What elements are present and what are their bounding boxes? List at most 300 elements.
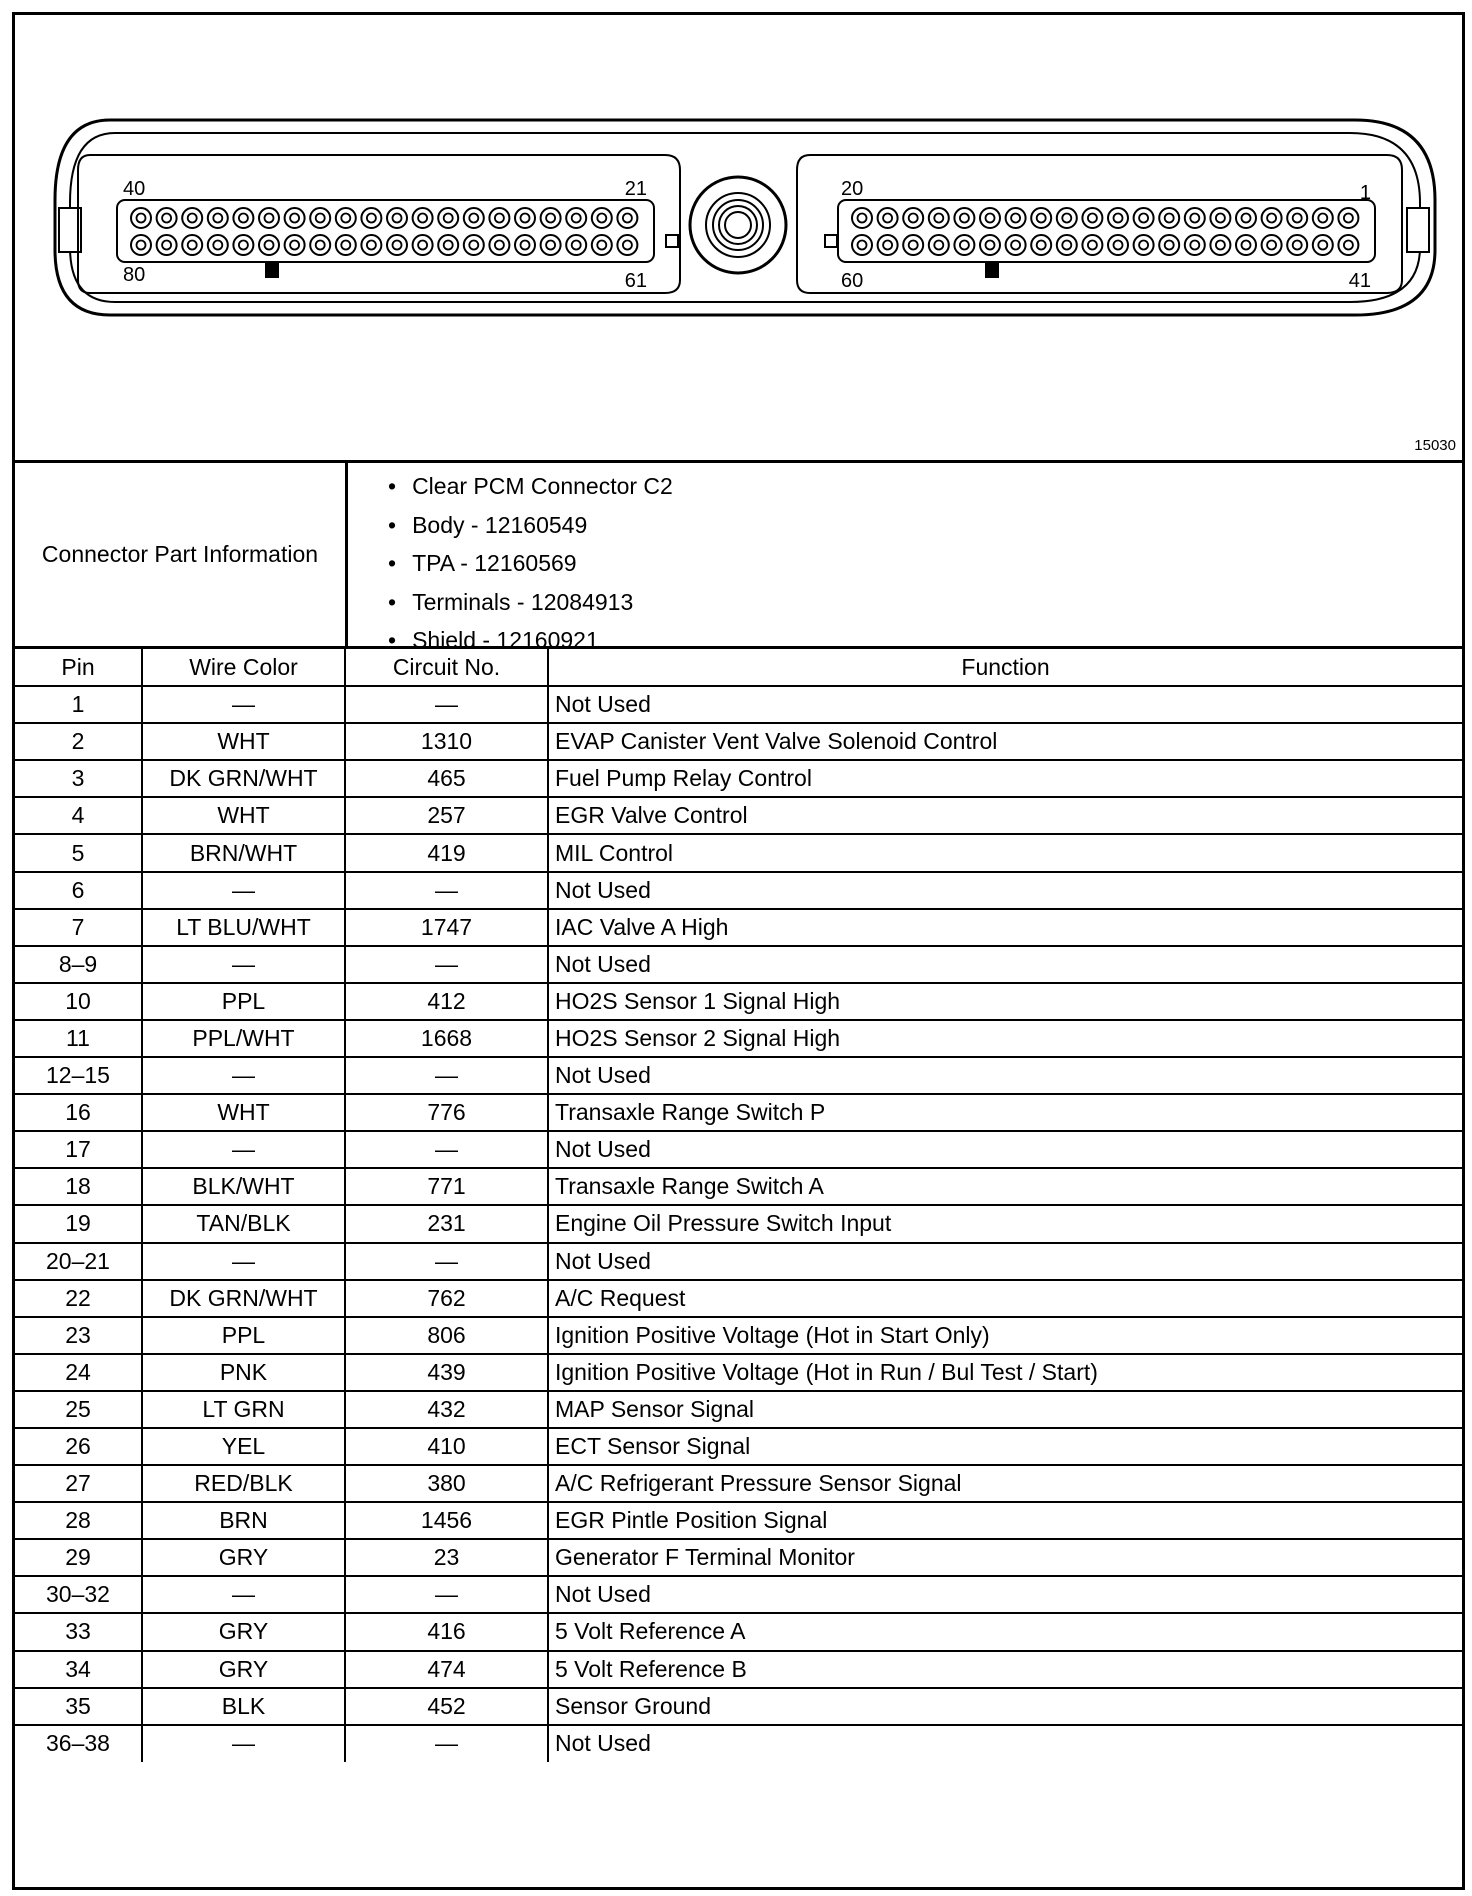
pin-terminal [521,241,530,250]
function-cell: Not Used [548,1725,1462,1762]
pin-cavity [361,235,381,255]
connector-info-item: • Clear PCM Connector C2 [388,467,673,506]
connector-info-label: Connector Part Information [15,463,348,646]
function-cell: MAP Sensor Signal [548,1391,1462,1428]
pin-cavity [1057,208,1077,228]
pin-cell: 23 [15,1317,142,1354]
pin-cell: 4 [15,797,142,834]
function-cell: HO2S Sensor 2 Signal High [548,1020,1462,1057]
pin-terminal [858,241,867,250]
wire-color-cell: GRY [142,1613,345,1650]
pin-cavity [1159,208,1179,228]
function-cell: Generator F Terminal Monitor [548,1539,1462,1576]
pin-terminal [495,241,504,250]
pin-cavity [1082,235,1102,255]
circuit-cell: — [345,872,548,909]
pin-cell: 16 [15,1094,142,1131]
function-cell: ECT Sensor Signal [548,1428,1462,1465]
wire-color-cell: DK GRN/WHT [142,760,345,797]
circuit-cell: — [345,1243,548,1280]
pin-terminal [883,241,892,250]
pin-cavity [413,208,433,228]
pin-cavity [233,208,253,228]
function-cell: A/C Refrigerant Pressure Sensor Signal [548,1465,1462,1502]
pin-cavity [310,235,330,255]
table-row [15,1651,1462,1688]
pin-cavity [852,235,872,255]
pin-cavity [617,208,637,228]
pin-terminal [1293,241,1302,250]
pin-terminal [188,214,197,223]
function-cell: Transaxle Range Switch P [548,1094,1462,1131]
pin-terminal [623,214,632,223]
pin-cavity [1313,208,1333,228]
pin-cell: 30–32 [15,1576,142,1613]
pin-cell: 6 [15,872,142,909]
wire-color-cell: YEL [142,1428,345,1465]
pin-terminal [1139,241,1148,250]
pinout-table [15,649,1462,1762]
circuit-cell: 23 [345,1539,548,1576]
pin-cavity [1082,208,1102,228]
pin-terminal [290,214,299,223]
table-row [15,983,1462,1020]
pin-cell: 7 [15,909,142,946]
pin-cavity [852,208,872,228]
pin-cell: 12–15 [15,1057,142,1094]
pin-cavity [903,235,923,255]
pin-terminal [934,241,943,250]
table-row [15,1576,1462,1613]
function-cell: Engine Oil Pressure Switch Input [548,1205,1462,1242]
pin-cavity [131,235,151,255]
wire-color-cell: — [142,1131,345,1168]
pin-terminal [418,214,427,223]
wire-color-cell: — [142,1243,345,1280]
pin-cavity [413,235,433,255]
circuit-cell: 465 [345,760,548,797]
pin-terminal [1114,241,1123,250]
pin-cell: 22 [15,1280,142,1317]
function-cell: Fuel Pump Relay Control [548,760,1462,797]
pin-terminal [265,241,274,250]
pin-terminal [909,214,918,223]
circuit-cell: 1310 [345,723,548,760]
pin-terminal [1114,214,1123,223]
wire-color-cell: — [142,686,345,723]
function-cell: Not Used [548,1057,1462,1094]
circuit-cell: 380 [345,1465,548,1502]
circuit-cell: 231 [345,1205,548,1242]
wire-color-cell: BLK/WHT [142,1168,345,1205]
pin-terminal [572,214,581,223]
pin-cavity [878,235,898,255]
pin-terminal [546,214,555,223]
pin-terminal [1267,214,1276,223]
pin-cavity [903,208,923,228]
pin-terminal [1088,214,1097,223]
pin-cavity [336,208,356,228]
pin-cell: 24 [15,1354,142,1391]
pin-terminal [1267,241,1276,250]
wire-color-cell: BRN [142,1502,345,1539]
table-row [15,1688,1462,1725]
label-40: 40 [123,178,146,200]
pin-cavity [1236,208,1256,228]
header-circuit-no: Circuit No. [345,649,548,686]
header-wire-color: Wire Color [142,649,345,686]
pin-cavity [1031,208,1051,228]
pin-terminal [265,214,274,223]
pin-terminal [572,241,581,250]
pin-cavity [541,235,561,255]
circuit-cell: — [345,1057,548,1094]
pin-terminal [597,214,606,223]
circuit-cell: 439 [345,1354,548,1391]
pin-cavity [208,235,228,255]
function-cell: Not Used [548,946,1462,983]
function-cell: Ignition Positive Voltage (Hot in Start Only) [548,1317,1462,1354]
pin-cavity [387,208,407,228]
right-latch [1407,208,1429,252]
table-row [15,909,1462,946]
wire-color-cell: WHT [142,723,345,760]
pin-terminal [162,214,171,223]
pin-terminal [213,214,222,223]
pin-cell: 20–21 [15,1243,142,1280]
pin-cavity [208,208,228,228]
pin-cavity [1057,235,1077,255]
pin-cavity [1134,208,1154,228]
table-body [15,686,1462,1762]
pin-terminal [341,241,350,250]
pin-terminal [495,214,504,223]
circuit-cell: 410 [345,1428,548,1465]
circuit-cell: — [345,1131,548,1168]
pin-cavity [1031,235,1051,255]
circuit-cell: 416 [345,1613,548,1650]
function-cell: Not Used [548,1576,1462,1613]
header-function: Function [548,649,1462,686]
connector-info-item: • Terminals - 12084913 [388,583,673,622]
pin-terminal [1165,241,1174,250]
pin-cavity [592,235,612,255]
pin-terminal [1242,214,1251,223]
wire-color-cell: — [142,1576,345,1613]
table-row [15,723,1462,760]
pin-terminal [1037,241,1046,250]
pin-cavity [1338,208,1358,228]
wire-color-cell: LT GRN [142,1391,345,1428]
pin-cavity [1287,208,1307,228]
pin-cell: 35 [15,1688,142,1725]
pin-cavity [1185,208,1205,228]
pin-cell: 5 [15,834,142,871]
pin-terminal [213,241,222,250]
pin-terminal [1216,214,1225,223]
pin-cell: 26 [15,1428,142,1465]
function-cell: EGR Valve Control [548,797,1462,834]
right-pin-array [852,208,1358,255]
pin-cell: 33 [15,1613,142,1650]
pin-cavity [592,208,612,228]
pin-cavity [878,208,898,228]
wire-color-cell: — [142,1057,345,1094]
pin-cavity [954,235,974,255]
table-row [15,1020,1462,1057]
pin-cell: 25 [15,1391,142,1428]
wire-color-cell: BLK [142,1688,345,1725]
wire-color-cell: LT BLU/WHT [142,909,345,946]
circuit-cell: — [345,686,548,723]
circuit-cell: 776 [345,1094,548,1131]
pin-terminal [858,214,867,223]
table-row [15,1465,1462,1502]
pin-terminal [316,214,325,223]
circuit-cell: 1747 [345,909,548,946]
table-row [15,1205,1462,1242]
pin-terminal [1088,241,1097,250]
pin-terminal [1190,241,1199,250]
pin-cavity [515,235,535,255]
connector-info-item: • Shield - 12160921 [388,621,673,660]
pin-terminal [1165,214,1174,223]
label-20: 20 [841,178,864,200]
function-cell: EGR Pintle Position Signal [548,1502,1462,1539]
pin-cavity [489,235,509,255]
pin-cavity [1159,235,1179,255]
pin-cell: 18 [15,1168,142,1205]
pin-cavity [310,208,330,228]
wire-color-cell: — [142,1725,345,1762]
pin-cavity [541,208,561,228]
wire-color-cell: PPL [142,1317,345,1354]
pin-terminal [986,241,995,250]
label-41: 41 [1348,270,1371,292]
label-60: 60 [841,270,864,292]
circuit-cell: 257 [345,797,548,834]
pin-cavity [1006,208,1026,228]
function-cell: Not Used [548,1243,1462,1280]
right-locator-square [825,235,837,247]
label-61: 61 [624,270,647,292]
pin-terminal [367,214,376,223]
function-cell: EVAP Canister Vent Valve Solenoid Control [548,723,1462,760]
wire-color-cell: — [142,872,345,909]
function-cell: HO2S Sensor 1 Signal High [548,983,1462,1020]
pin-cavity [157,208,177,228]
pin-terminal [1062,241,1071,250]
table-header-row [15,649,1462,686]
pin-terminal [597,241,606,250]
pin-cell: 29 [15,1539,142,1576]
table-row [15,1131,1462,1168]
wire-color-cell: TAN/BLK [142,1205,345,1242]
pin-terminal [418,241,427,250]
pin-terminal [1216,241,1225,250]
function-cell: 5 Volt Reference B [548,1651,1462,1688]
table-row [15,1539,1462,1576]
connector-info-item: • Body - 12160549 [388,506,673,545]
circuit-cell: 474 [345,1651,548,1688]
pin-terminal [393,214,402,223]
table-row [15,946,1462,983]
left-locator-square [666,235,678,247]
pin-terminal [239,214,248,223]
pin-cavity [489,208,509,228]
pin-terminal [1318,241,1327,250]
wire-color-cell: — [142,946,345,983]
pin-terminal [1037,214,1046,223]
pin-terminal [909,241,918,250]
wire-color-cell: PPL/WHT [142,1020,345,1057]
label-1: 1 [1359,182,1371,204]
pin-cavity [131,208,151,228]
table-row [15,1057,1462,1094]
function-cell: IAC Valve A High [548,909,1462,946]
pin-cell: 27 [15,1465,142,1502]
wire-color-cell: BRN/WHT [142,834,345,871]
pin-cavity [259,208,279,228]
pin-cavity [617,235,637,255]
pin-terminal [1190,214,1199,223]
function-cell: A/C Request [548,1280,1462,1317]
pin-terminal [546,241,555,250]
function-cell: Not Used [548,1131,1462,1168]
pin-terminal [290,241,299,250]
pin-cavity [259,235,279,255]
wire-color-cell: WHT [142,1094,345,1131]
housing-outline [55,120,1435,315]
pin-cell: 2 [15,723,142,760]
wire-color-cell: RED/BLK [142,1465,345,1502]
pin-cavity [929,208,949,228]
pin-terminal [960,214,969,223]
pin-cell: 28 [15,1502,142,1539]
connector-drawing [15,15,1462,460]
table-row [15,1613,1462,1650]
function-cell: Ignition Positive Voltage (Hot in Run / Bul Test / Start) [548,1354,1462,1391]
pin-terminal [444,214,453,223]
pin-terminal [341,214,350,223]
wire-color-cell: GRY [142,1539,345,1576]
pin-cavity [1210,235,1230,255]
left-key [265,263,279,278]
function-cell: 5 Volt Reference A [548,1613,1462,1650]
pin-cavity [1262,235,1282,255]
pin-cavity [464,208,484,228]
pin-terminal [444,241,453,250]
table-row [15,797,1462,834]
pin-cavity [387,235,407,255]
pin-cavity [1287,235,1307,255]
circuit-cell: 771 [345,1168,548,1205]
function-cell: Not Used [548,872,1462,909]
pin-cavity [980,235,1000,255]
pin-cavity [515,208,535,228]
pin-cell: 10 [15,983,142,1020]
pin-cavity [1236,235,1256,255]
function-cell: MIL Control [548,834,1462,871]
pin-cavity [929,235,949,255]
circuit-cell: 412 [345,983,548,1020]
pin-cavity [1185,235,1205,255]
pin-terminal [316,241,325,250]
pin-terminal [1344,214,1353,223]
pin-cavity [438,208,458,228]
pin-terminal [521,214,530,223]
pin-terminal [367,241,376,250]
wire-color-cell: WHT [142,797,345,834]
connector-info-item: • TPA - 12160569 [388,544,673,583]
pin-cell: 19 [15,1205,142,1242]
pin-cavity [566,208,586,228]
circuit-cell: — [345,946,548,983]
pin-cavity [233,235,253,255]
label-80: 80 [123,264,146,286]
function-cell: Not Used [548,686,1462,723]
pin-terminal [469,214,478,223]
table-row [15,1280,1462,1317]
figure-number: 15030 [1414,437,1456,454]
document-sheet [12,12,1465,1890]
pin-cell: 1 [15,686,142,723]
table-row [15,1317,1462,1354]
pin-cavity [566,235,586,255]
pin-cavity [182,208,202,228]
table-row [15,1428,1462,1465]
pin-terminal [162,241,171,250]
pin-cavity [1262,208,1282,228]
table-row [15,1725,1462,1762]
wire-color-cell: DK GRN/WHT [142,1280,345,1317]
circuit-cell: 762 [345,1280,548,1317]
circuit-cell: 1668 [345,1020,548,1057]
pin-cavity [285,235,305,255]
pin-cell: 8–9 [15,946,142,983]
pin-cell: 17 [15,1131,142,1168]
pin-cell: 11 [15,1020,142,1057]
circuit-cell: 806 [345,1317,548,1354]
pin-cavity [1108,208,1128,228]
circuit-cell: 452 [345,1688,548,1725]
pin-cell: 36–38 [15,1725,142,1762]
pin-cavity [1108,235,1128,255]
wire-color-cell: GRY [142,1651,345,1688]
pin-terminal [393,241,402,250]
pin-cavity [1313,235,1333,255]
pin-cavity [361,208,381,228]
circuit-cell: 432 [345,1391,548,1428]
function-cell: Transaxle Range Switch A [548,1168,1462,1205]
circuit-cell: — [345,1725,548,1762]
pin-cavity [285,208,305,228]
table-row [15,1094,1462,1131]
pin-terminal [883,214,892,223]
pin-cavity [1006,235,1026,255]
pin-cavity [1134,235,1154,255]
center-bolt-icon [690,177,786,273]
circuit-cell: 1456 [345,1502,548,1539]
pin-terminal [1062,214,1071,223]
table-row [15,1391,1462,1428]
pin-cavity [464,235,484,255]
pin-terminal [137,214,146,223]
pin-cell: 3 [15,760,142,797]
pin-terminal [239,241,248,250]
label-21: 21 [624,178,647,200]
pin-cell: 34 [15,1651,142,1688]
